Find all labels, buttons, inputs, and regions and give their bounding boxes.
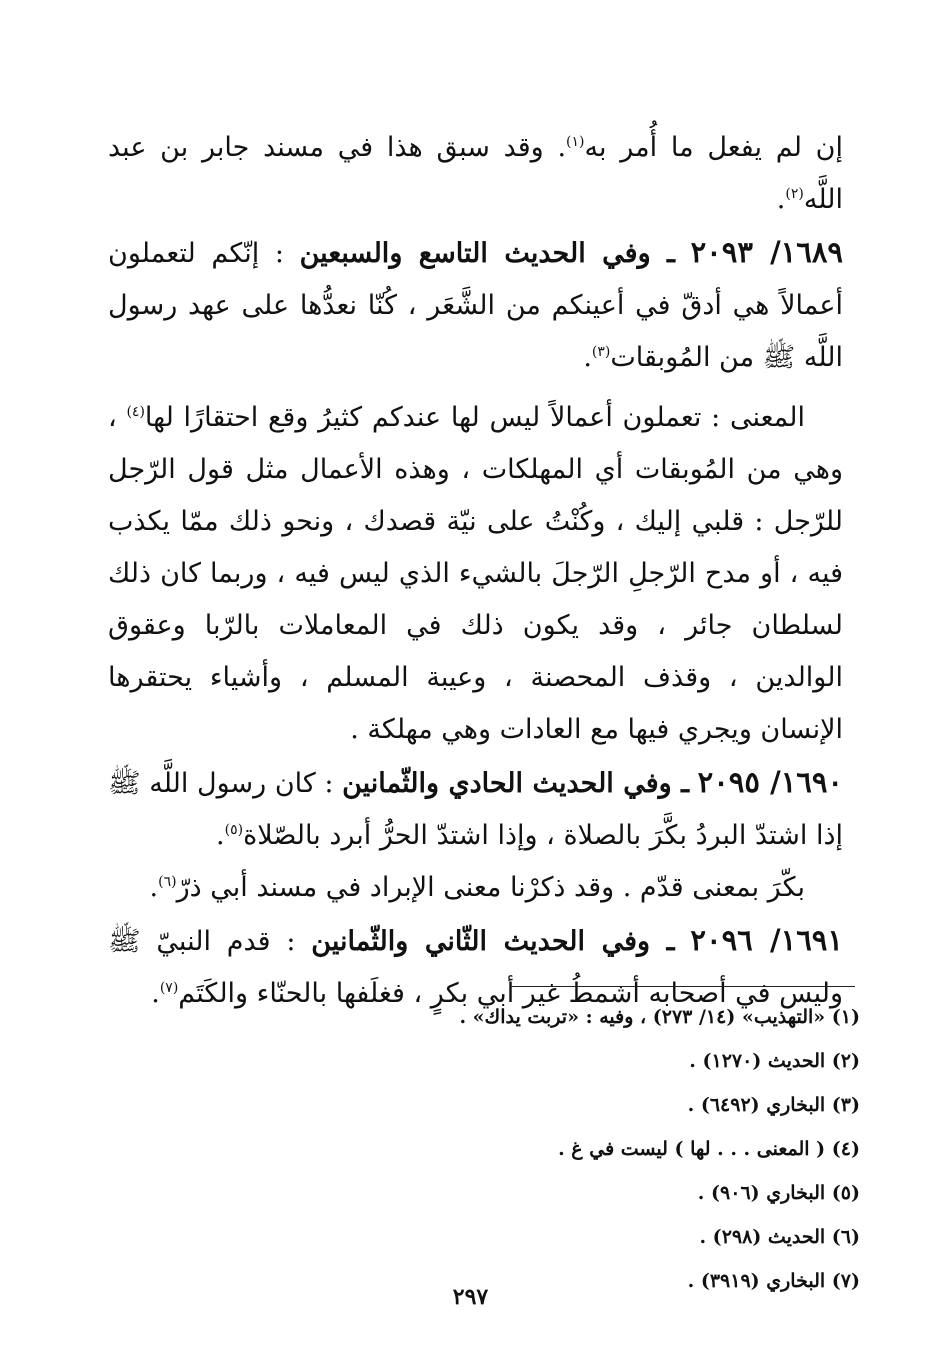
- footnote-ref[interactable]: (٦): [158, 874, 177, 890]
- hadith-number: ١٦٩٠/ ٢٠٩٥: [697, 765, 843, 799]
- footnotes: [400, 995, 860, 1303]
- footnote-item: (٤) ( المعنى . . . لها ) ليست في غ .: [558, 1138, 860, 1160]
- footnote-item: (٢) الحديث (١٢٧٠) .: [689, 1050, 860, 1072]
- paragraph-text: بكّرَ بمعنى قدّم . وقد ذكرْنا معنى الإبراد في مسند أبي ذرّ: [176, 872, 805, 903]
- footnote-ref[interactable]: (٣): [591, 344, 611, 360]
- hadith-entry-1690: [108, 756, 843, 862]
- main-text: [108, 122, 843, 1020]
- footnote-ref[interactable]: (٥): [224, 822, 244, 838]
- footnote-item: (٥) البخاري (٩٠٦) .: [697, 1182, 860, 1204]
- page-number: ٢٩٧: [452, 1284, 489, 1310]
- commentary-paragraph: [108, 862, 843, 914]
- paragraph-text: .: [583, 342, 592, 373]
- hadith-text: : إنّكم لتعملون أعمالاً هي أدقّ في أعينكم من الشَّعَر ، كُنّا نعدُّها على عهد رسول اللَّه ﷺ من المُوبقات: [108, 238, 843, 373]
- footnote-item: (٦) الحديث (٢٩٨) .: [699, 1226, 860, 1248]
- paragraph-text: .: [151, 978, 160, 1009]
- hadith-text: : قدم النبيّ ﷺ وليس في أصحابه أشمطُ غير أبي بكرٍ ، فغلَفها بالحنّاء والكَتَم: [108, 926, 843, 1009]
- hadith-heading: ـ وفي الحديث التاسع والسبعين: [299, 238, 675, 269]
- hadith-text: : كان رسول اللَّه ﷺ إذا اشتدّ البردُ بكَّرَ بالصلاة ، وإذا اشتدّ الحرُّ أبرد بالصّلاة: [108, 768, 843, 851]
- paragraph-text: ، وهي من المُوبقات أي المهلكات ، وهذه الأعمال مثل قول الرّجل للرّجل : قلبي إليك ، وكُنْتُ على نيّة قصدك ، ونحو ذلك ممّا يكذب فيه ، أو مدح الرّجلِ الرّجلَ بالشيء الذي ليس فيه ، وربما كان ذلك لسلطان جائر ، وقد يكون ذلك في المعاملات بالرّبا وعقوق الوالدين ، وقذف المحصنة ، وعيبة المسلم ، وأشياء يحتقرها الإنسان ويجري فيها مع العادات وهي مهلكة .: [108, 402, 843, 745]
- paragraph-text: إن لم يفعل ما أُمر به: [584, 132, 843, 163]
- hadith-heading: ـ وفي الحديث الثّاني والثّمانين: [311, 926, 675, 957]
- footnote-ref[interactable]: (١): [566, 134, 585, 150]
- paragraph-text: .: [216, 820, 225, 851]
- hadith-entry-1689: [108, 226, 843, 384]
- footnote-ref[interactable]: (٧): [159, 980, 179, 996]
- commentary-paragraph: [108, 392, 843, 756]
- footnote-divider: [510, 986, 855, 987]
- paragraph-continuation: [108, 122, 843, 226]
- footnote-item: (٣) البخاري (٦٤٩٢) .: [687, 1094, 860, 1116]
- paragraph-text: . وقد سبق هذا في مسند جابر بن عبد اللَّه: [108, 132, 843, 215]
- footnote-ref[interactable]: (٢): [785, 186, 804, 202]
- hadith-heading: ـ وفي الحديث الحادي والثّمانين: [342, 768, 690, 799]
- hadith-number: ١٦٩١/ ٢٠٩٦: [690, 923, 843, 957]
- paragraph-text: المعنى : تعملون أعمالاً ليس لها عندكم كثيرُ وقع احتقارًا لها: [144, 402, 805, 433]
- paragraph-text: .: [149, 872, 159, 903]
- footnote-ref[interactable]: (٤): [126, 404, 145, 420]
- footnote-item: (٧) البخاري (٣٩١٩) .: [687, 1270, 860, 1292]
- paragraph-text: .: [776, 184, 786, 215]
- hadith-number: ١٦٨٩/ ٢٠٩٣: [690, 235, 843, 269]
- footnote-item: (١) «التهذيب» (١٤/ ٢٧٣) ، وفيه : «تربت يداك» .: [459, 1006, 860, 1028]
